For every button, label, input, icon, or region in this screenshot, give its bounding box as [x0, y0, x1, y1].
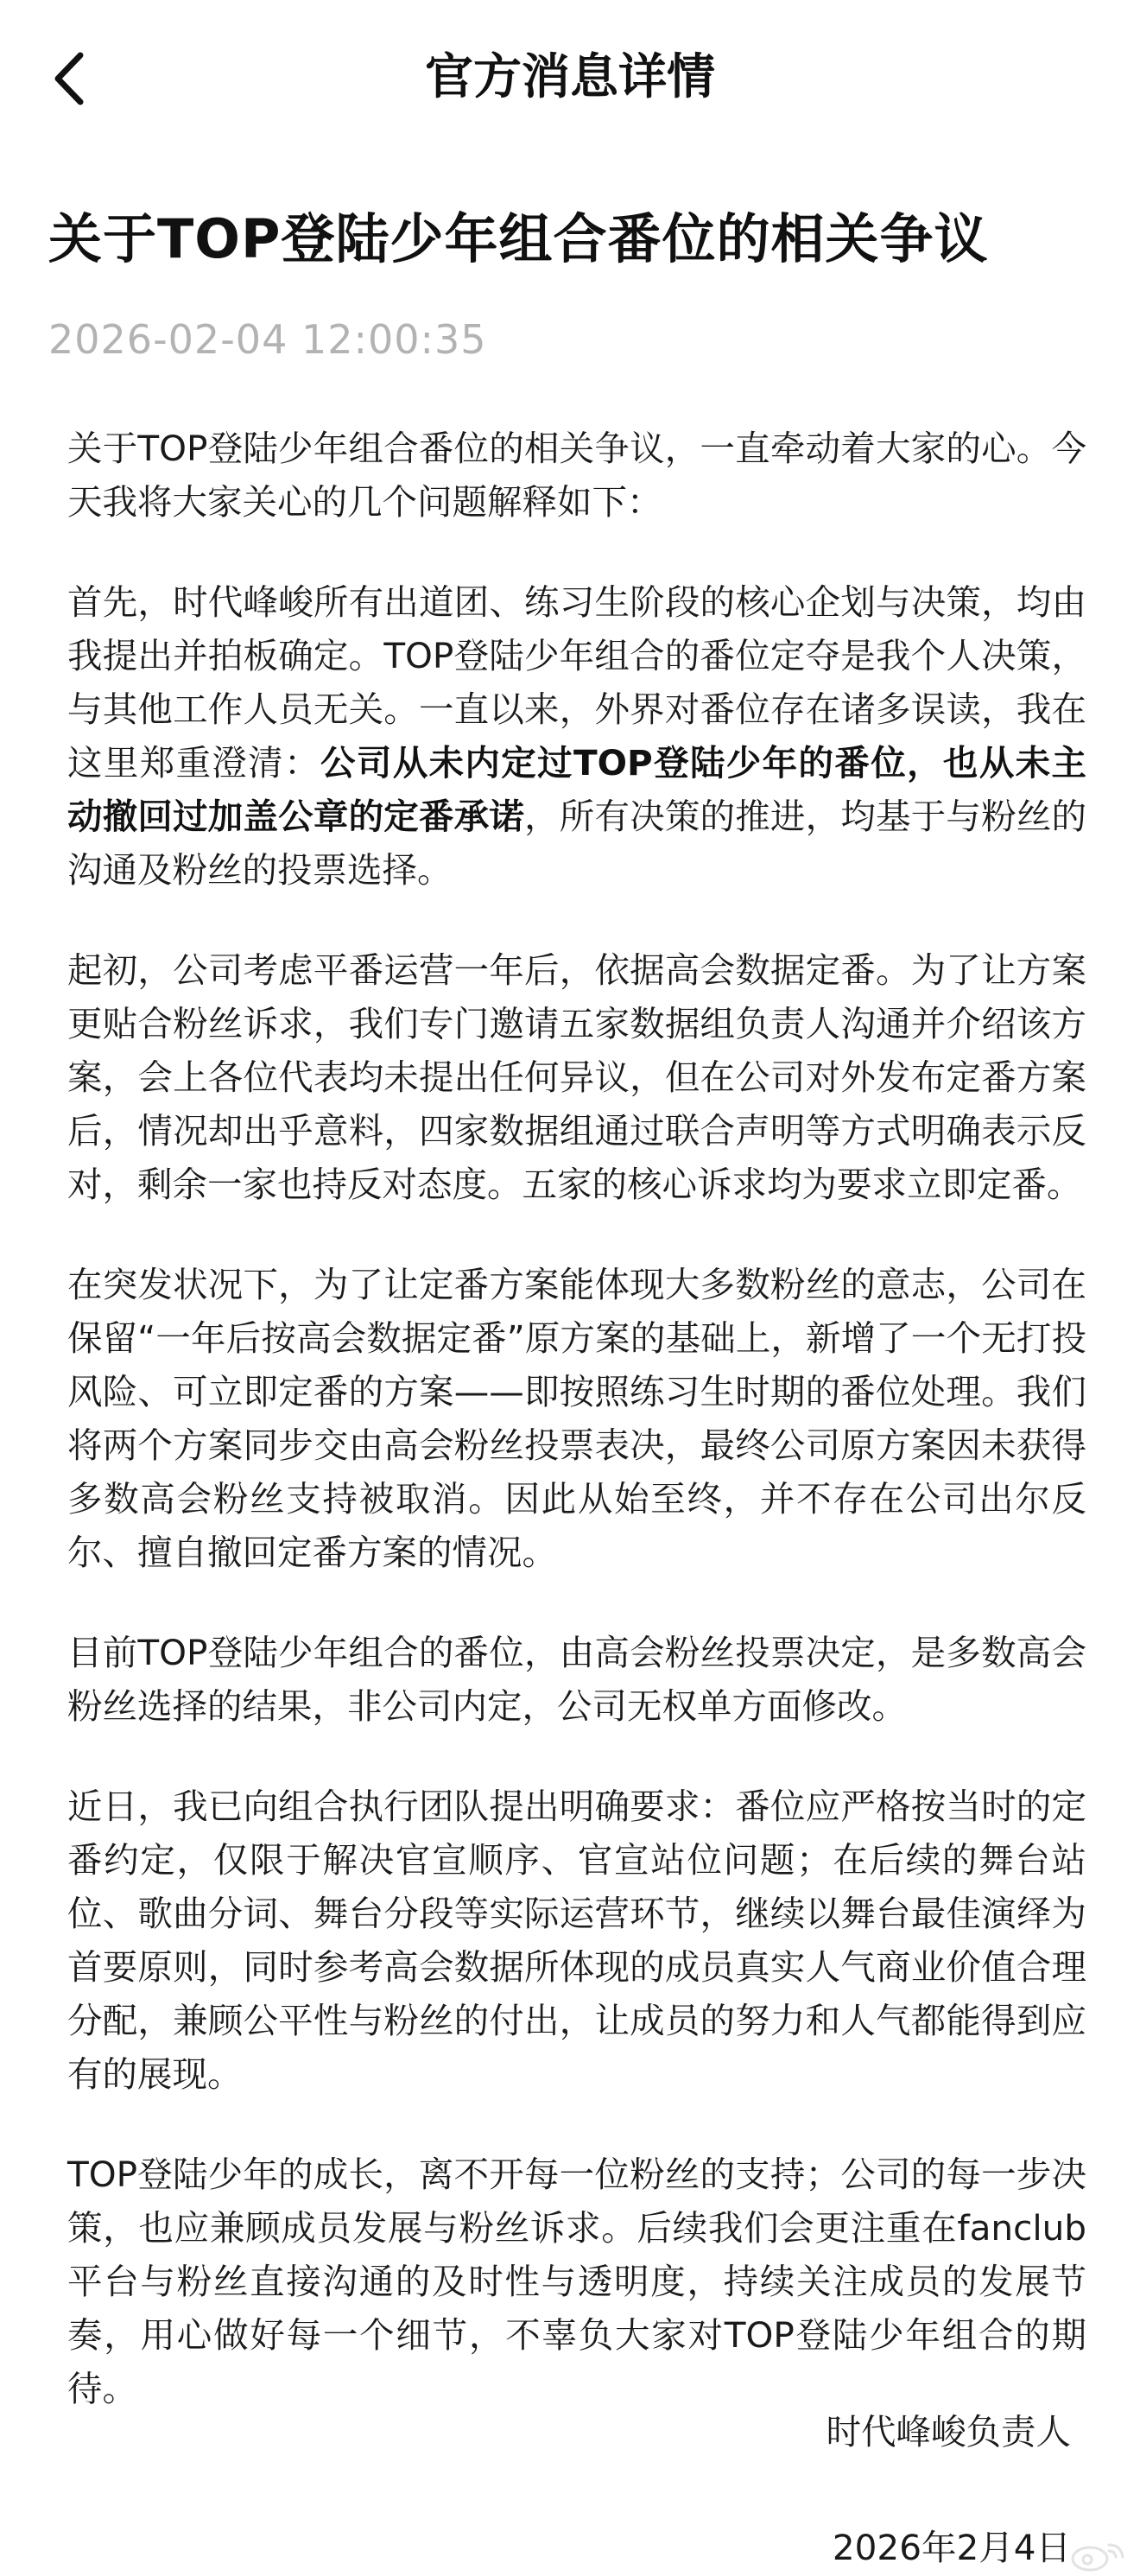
article-body: [67, 422, 1086, 2462]
bold-statement: 公司从未内定过TOP登陆少年的番位，也从未主动撤回过加盖公章的定番承诺: [67, 742, 1086, 837]
paragraph-background: 起初，公司考虑平番运营一年后，依据高会数据定番。为了让方案更贴合粉丝诉求，我们专门邀请五家数据组负责人沟通并介绍该方案，会上各位代表均未提出任何异议，但在公司对外发布定番方案后，情况却出乎意料，四家数据组通过联合声明等方式明确表示反对，剩余一家也持反对态度。五家的核心诉求均为要求立即定番。: [67, 949, 1086, 1205]
sign-date: 2026年2月4日: [832, 2527, 1071, 2568]
article-title: 关于TOP登陆少年组合番位的相关争议: [48, 207, 989, 270]
weibo-watermark-icon: [1064, 2538, 1133, 2573]
signature: 时代峰峻负责人: [826, 2411, 1071, 2452]
paragraph-intro: 关于TOP登陆少年组合番位的相关争议，一直牵动着大家的心。今天我将大家关心的几个问题解释如下：: [67, 428, 1086, 523]
paragraph-closing: TOP登陆少年的成长，离不开每一位粉丝的支持；公司的每一步决策，也应兼顾成员发展与粉丝诉求。后续我们会更注重在fanclub平台与粉丝直接沟通的及时性与透明度，持续关注成员的发展节奏，用心做好每一个细节，不辜负大家对TOP登陆少年组合的期待。: [67, 2154, 1086, 2409]
paragraph-requirements: 近日，我已向组合执行团队提出明确要求：番位应严格按当时的定番约定，仅限于解决官宣顺序、官宣站位问题；在后续的舞台站位、歌曲分词、舞台分段等实际运营环节，继续以舞台最佳演绎为首要原则，同时参考高会数据所体现的成员真实人气商业价值合理分配，兼顾公平性与粉丝的付出，让成员的努力和人气都能得到应有的展现。: [67, 1786, 1086, 2095]
page-title: 官方消息详情: [425, 49, 715, 105]
paragraph-new-plan: 在突发状况下，为了让定番方案能体现大多数粉丝的意志，公司在保留“一年后按高会数据定番”原方案的基础上，新增了一个无打投风险、可立即定番的方案——即按照练习生时期的番位处理。我们将两个方案同步交由高会粉丝投票表决，最终公司原方案因未获得多数高会粉丝支持被取消。因此从始至终，并不存在公司出尔反尔、擅自撤回定番方案的情况。: [67, 1264, 1086, 1573]
paragraph-current-status: 目前TOP登陆少年组合的番位，由高会粉丝投票决定，是多数高会粉丝选择的结果，非公司内定，公司无权单方面修改。: [67, 1632, 1086, 1727]
publish-time: 2026-02-04 12:00:35: [48, 316, 487, 363]
navigation-bar: [0, 0, 1140, 155]
paragraph-clarification: 首先，时代峰峻所有出道团、练习生阶段的核心企划与决策，均由我提出并拍板确定。TOP登陆少年组合的番位定夺是我个人决策，与其他工作人员无关。一直以来，外界对番位存在诸多误读，我在这里郑重澄清：公司从未内定过TOP登陆少年的番位，也从未主动撤回过加盖公章的定番承诺，所有决策的推进，均基于与粉丝的沟通及粉丝的投票选择。: [67, 581, 1087, 891]
